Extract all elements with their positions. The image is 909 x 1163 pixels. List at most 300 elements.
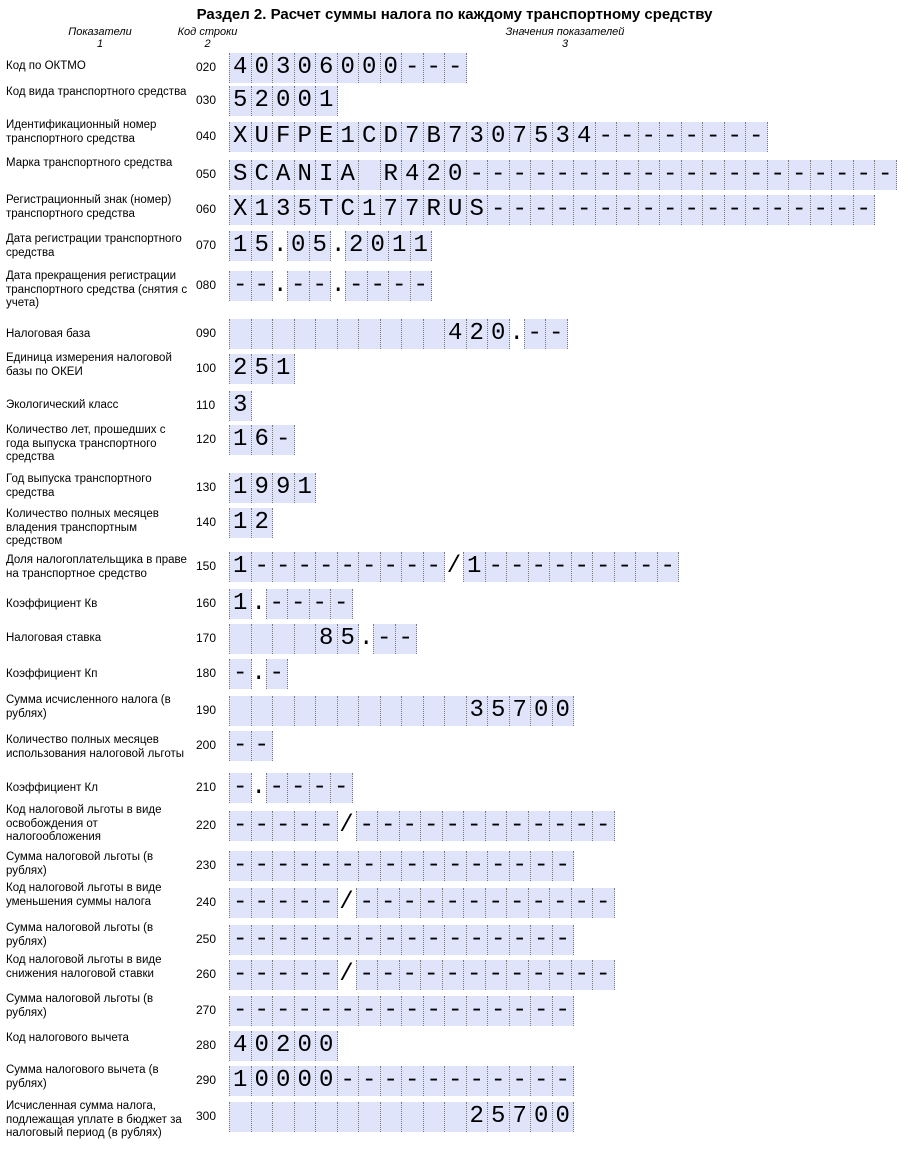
char-cell: U bbox=[445, 195, 467, 225]
char-cell: 3 bbox=[230, 391, 252, 421]
char-cell bbox=[230, 1102, 252, 1132]
line-code-020: 020 bbox=[196, 60, 217, 74]
char-cell: - bbox=[424, 552, 446, 582]
char-cell: - bbox=[617, 195, 639, 225]
char-cell: - bbox=[295, 811, 317, 841]
decimal-separator: . bbox=[251, 774, 266, 801]
char-cell: - bbox=[510, 996, 532, 1026]
line-code-190: 190 bbox=[196, 703, 217, 717]
value-field-110[interactable] bbox=[229, 391, 252, 421]
char-cell: - bbox=[316, 851, 338, 881]
char-cell: - bbox=[424, 851, 446, 881]
char-cell: - bbox=[488, 160, 510, 190]
value-group bbox=[373, 624, 417, 654]
char-cell bbox=[338, 1102, 360, 1132]
char-cell: - bbox=[486, 888, 508, 918]
char-cell: - bbox=[510, 160, 532, 190]
value-field-060[interactable] bbox=[229, 195, 875, 225]
value-field-270[interactable] bbox=[229, 996, 574, 1026]
char-cell: - bbox=[310, 773, 332, 803]
char-cell bbox=[273, 696, 295, 726]
fraction-separator: / bbox=[339, 889, 354, 916]
char-cell: P bbox=[295, 122, 317, 152]
char-cell: - bbox=[338, 925, 360, 955]
value-group bbox=[229, 731, 273, 761]
char-cell: - bbox=[550, 811, 572, 841]
indicator-label-070: Дата регистрации транспортного средства bbox=[6, 233, 182, 259]
line-code-130: 130 bbox=[196, 480, 217, 494]
char-cell: 0 bbox=[295, 1066, 317, 1096]
indicator-label-100: Единица измерения налоговой базы по ОКЕИ bbox=[6, 352, 172, 378]
char-cell: 6 bbox=[316, 53, 338, 83]
line-code-240: 240 bbox=[196, 895, 217, 909]
decimal-separator: . bbox=[359, 625, 374, 652]
char-cell: - bbox=[252, 552, 274, 582]
char-cell: - bbox=[488, 195, 510, 225]
value-field-030[interactable] bbox=[229, 86, 338, 116]
value-group bbox=[229, 1031, 338, 1061]
char-cell bbox=[424, 319, 446, 349]
char-cell bbox=[252, 1102, 274, 1132]
char-cell: - bbox=[346, 271, 368, 301]
decimal-separator: . bbox=[251, 660, 266, 687]
char-cell bbox=[316, 696, 338, 726]
indicator-label-210: Коэффициент Кл bbox=[6, 782, 98, 794]
char-cell: - bbox=[288, 773, 310, 803]
char-cell: - bbox=[273, 552, 295, 582]
char-cell: 0 bbox=[273, 86, 295, 116]
char-cell: 0 bbox=[553, 1102, 575, 1132]
char-cell: 4 bbox=[445, 319, 467, 349]
char-cell: - bbox=[230, 731, 252, 761]
char-cell: 0 bbox=[316, 1066, 338, 1096]
char-cell: - bbox=[378, 960, 400, 990]
value-group bbox=[229, 552, 445, 582]
char-cell: 2 bbox=[252, 86, 274, 116]
char-cell: S bbox=[230, 160, 252, 190]
char-cell bbox=[359, 319, 381, 349]
decimal-separator: . bbox=[273, 232, 288, 259]
char-cell: 4 bbox=[574, 122, 596, 152]
char-cell: 0 bbox=[381, 53, 403, 83]
char-cell: T bbox=[316, 195, 338, 225]
char-cell bbox=[445, 696, 467, 726]
char-cell: - bbox=[682, 122, 704, 152]
char-cell bbox=[402, 1102, 424, 1132]
char-cell: - bbox=[553, 160, 575, 190]
value-group bbox=[229, 773, 252, 803]
char-cell: - bbox=[402, 996, 424, 1026]
value-group bbox=[229, 508, 273, 538]
value-field-210[interactable] bbox=[229, 773, 353, 803]
value-field-170[interactable] bbox=[229, 624, 417, 654]
char-cell: - bbox=[252, 925, 274, 955]
char-cell: - bbox=[273, 925, 295, 955]
char-cell: - bbox=[572, 552, 594, 582]
column-header-values bbox=[460, 26, 670, 50]
decimal-separator: . bbox=[251, 590, 266, 617]
column-header-values-number: 3 bbox=[561, 38, 569, 50]
char-cell: - bbox=[252, 731, 274, 761]
value-group bbox=[229, 996, 574, 1026]
char-cell: - bbox=[617, 160, 639, 190]
char-cell: - bbox=[811, 160, 833, 190]
value-field-160[interactable] bbox=[229, 589, 353, 619]
char-cell: 1 bbox=[230, 508, 252, 538]
indicator-label-300: Исчисленная сумма налога, подлежащая уплате в бюджет за налоговый период (в рублях) bbox=[6, 1100, 182, 1139]
value-field-300[interactable] bbox=[229, 1102, 574, 1132]
char-cell: - bbox=[357, 888, 379, 918]
char-cell: - bbox=[331, 589, 353, 619]
char-cell: - bbox=[288, 589, 310, 619]
char-cell: - bbox=[316, 811, 338, 841]
value-field-140[interactable] bbox=[229, 508, 273, 538]
char-cell bbox=[252, 319, 274, 349]
char-cell bbox=[402, 696, 424, 726]
decimal-separator: . bbox=[331, 272, 346, 299]
char-cell bbox=[273, 1102, 295, 1132]
char-cell: - bbox=[402, 552, 424, 582]
char-cell: - bbox=[424, 925, 446, 955]
value-group bbox=[229, 354, 295, 384]
char-cell: 4 bbox=[230, 53, 252, 83]
value-field-100[interactable] bbox=[229, 354, 295, 384]
indicator-label-170: Налоговая ставка bbox=[6, 632, 102, 644]
char-cell bbox=[316, 319, 338, 349]
value-group bbox=[266, 659, 289, 689]
indicator-label-050: Марка транспортного средства bbox=[6, 157, 173, 169]
char-cell: - bbox=[811, 195, 833, 225]
indicator-label-260: Код налоговой льготы в виде снижения налоговой ставки bbox=[6, 954, 162, 980]
char-cell: X bbox=[230, 195, 252, 225]
char-cell: 3 bbox=[467, 122, 489, 152]
line-code-260: 260 bbox=[196, 967, 217, 981]
char-cell: - bbox=[660, 122, 682, 152]
char-cell: - bbox=[703, 160, 725, 190]
char-cell: - bbox=[316, 925, 338, 955]
char-cell: - bbox=[529, 552, 551, 582]
char-cell: - bbox=[288, 271, 310, 301]
value-group bbox=[266, 589, 353, 619]
char-cell bbox=[445, 1102, 467, 1132]
char-cell: - bbox=[617, 122, 639, 152]
value-field-020[interactable] bbox=[229, 53, 467, 83]
char-cell: - bbox=[789, 160, 811, 190]
value-field-200[interactable] bbox=[229, 731, 273, 761]
char-cell: 9 bbox=[273, 473, 295, 503]
char-cell: - bbox=[488, 925, 510, 955]
char-cell: E bbox=[316, 122, 338, 152]
char-cell: - bbox=[295, 888, 317, 918]
char-cell: 7 bbox=[402, 195, 424, 225]
char-cell: - bbox=[445, 851, 467, 881]
column-header-indicators-number: 1 bbox=[96, 38, 104, 50]
char-cell: - bbox=[531, 195, 553, 225]
char-cell: - bbox=[660, 160, 682, 190]
column-header-indicators-name: Показатели bbox=[68, 26, 132, 38]
decimal-separator: . bbox=[273, 272, 288, 299]
char-cell: 1 bbox=[464, 552, 486, 582]
char-cell: - bbox=[443, 888, 465, 918]
char-cell: 5 bbox=[252, 354, 274, 384]
value-group bbox=[229, 391, 252, 421]
indicator-label-290: Сумма налогового вычета (в рублях) bbox=[6, 1064, 159, 1090]
line-code-030: 030 bbox=[196, 93, 217, 107]
char-cell: - bbox=[593, 888, 615, 918]
value-group bbox=[463, 552, 679, 582]
value-group bbox=[345, 271, 432, 301]
char-cell: S bbox=[467, 195, 489, 225]
value-field-230[interactable] bbox=[229, 851, 574, 881]
indicator-label-240: Код налоговой льготы в виде уменьшения суммы налога bbox=[6, 882, 162, 908]
value-group bbox=[229, 122, 768, 152]
char-cell: C bbox=[338, 195, 360, 225]
char-cell: - bbox=[230, 960, 252, 990]
char-cell: - bbox=[445, 1066, 467, 1096]
value-group bbox=[229, 960, 338, 990]
value-field-120[interactable] bbox=[229, 425, 295, 455]
value-field-090[interactable] bbox=[229, 319, 568, 349]
char-cell: - bbox=[230, 851, 252, 881]
char-cell: - bbox=[252, 960, 274, 990]
char-cell: A bbox=[338, 160, 360, 190]
char-cell bbox=[381, 696, 403, 726]
char-cell: - bbox=[378, 811, 400, 841]
char-cell: F bbox=[273, 122, 295, 152]
char-cell: - bbox=[368, 271, 390, 301]
value-field-260[interactable] bbox=[229, 960, 615, 990]
char-cell: - bbox=[331, 773, 353, 803]
char-cell: - bbox=[553, 195, 575, 225]
value-group bbox=[266, 773, 353, 803]
char-cell: - bbox=[488, 1066, 510, 1096]
char-cell: 0 bbox=[553, 696, 575, 726]
line-code-150: 150 bbox=[196, 559, 217, 573]
char-cell: - bbox=[550, 888, 572, 918]
char-cell: - bbox=[295, 996, 317, 1026]
char-cell: 1 bbox=[338, 122, 360, 152]
value-group bbox=[287, 271, 331, 301]
line-code-050: 050 bbox=[196, 167, 217, 181]
indicator-label-230: Сумма налоговой льготы (в рублях) bbox=[6, 851, 154, 877]
value-field-050[interactable] bbox=[229, 160, 897, 190]
value-field-150[interactable] bbox=[229, 552, 679, 582]
line-code-070: 070 bbox=[196, 238, 217, 252]
char-cell: - bbox=[703, 195, 725, 225]
indicator-label-110: Экологический класс bbox=[6, 399, 119, 411]
char-cell bbox=[230, 624, 252, 654]
value-group bbox=[229, 888, 338, 918]
line-code-210: 210 bbox=[196, 780, 217, 794]
char-cell: 0 bbox=[252, 1066, 274, 1096]
char-cell: - bbox=[639, 195, 661, 225]
char-cell: - bbox=[572, 811, 594, 841]
char-cell: - bbox=[832, 160, 854, 190]
char-cell: - bbox=[725, 195, 747, 225]
char-cell: - bbox=[546, 319, 568, 349]
column-header-indicators bbox=[40, 26, 160, 50]
char-cell: 1 bbox=[359, 195, 381, 225]
line-code-290: 290 bbox=[196, 1073, 217, 1087]
value-field-250[interactable] bbox=[229, 925, 574, 955]
char-cell: - bbox=[273, 811, 295, 841]
value-group bbox=[229, 195, 875, 225]
char-cell: - bbox=[424, 996, 446, 1026]
value-group bbox=[229, 1066, 574, 1096]
line-code-040: 040 bbox=[196, 129, 217, 143]
value-field-070[interactable] bbox=[229, 231, 432, 261]
char-cell: - bbox=[230, 888, 252, 918]
char-cell: 5 bbox=[488, 1102, 510, 1132]
char-cell: - bbox=[572, 960, 594, 990]
line-code-060: 060 bbox=[196, 202, 217, 216]
char-cell: - bbox=[381, 996, 403, 1026]
char-cell: - bbox=[636, 552, 658, 582]
char-cell: - bbox=[400, 888, 422, 918]
char-cell: - bbox=[273, 425, 295, 455]
char-cell: 5 bbox=[230, 86, 252, 116]
char-cell: 5 bbox=[488, 696, 510, 726]
indicator-label-080: Дата прекращения регистрации транспортного средства (снятия с учета) bbox=[6, 270, 188, 309]
char-cell: - bbox=[486, 552, 508, 582]
char-cell: X bbox=[230, 122, 252, 152]
indicator-label-190: Сумма исчисленного налога (в рублях) bbox=[6, 694, 171, 720]
char-cell: - bbox=[445, 925, 467, 955]
char-cell: - bbox=[230, 773, 252, 803]
value-group bbox=[229, 811, 338, 841]
char-cell: - bbox=[854, 160, 876, 190]
char-cell: 3 bbox=[467, 696, 489, 726]
char-cell: - bbox=[402, 53, 424, 83]
char-cell: - bbox=[402, 851, 424, 881]
char-cell: - bbox=[639, 160, 661, 190]
value-field-220[interactable] bbox=[229, 811, 615, 841]
char-cell bbox=[338, 319, 360, 349]
char-cell: - bbox=[230, 996, 252, 1026]
char-cell: - bbox=[230, 925, 252, 955]
char-cell: - bbox=[252, 811, 274, 841]
char-cell: - bbox=[553, 996, 575, 1026]
value-field-130[interactable] bbox=[229, 473, 316, 503]
char-cell: - bbox=[553, 851, 575, 881]
char-cell: 7 bbox=[381, 195, 403, 225]
char-cell: - bbox=[445, 53, 467, 83]
indicator-label-250: Сумма налоговой льготы (в рублях) bbox=[6, 922, 154, 948]
value-group bbox=[229, 160, 897, 190]
char-cell: 2 bbox=[346, 231, 368, 261]
value-group bbox=[287, 231, 331, 261]
char-cell: - bbox=[443, 811, 465, 841]
char-cell: 1 bbox=[252, 195, 274, 225]
char-cell: 0 bbox=[252, 1031, 274, 1061]
char-cell: 3 bbox=[553, 122, 575, 152]
value-group bbox=[229, 473, 316, 503]
value-group bbox=[229, 925, 574, 955]
char-cell: - bbox=[402, 925, 424, 955]
line-code-140: 140 bbox=[196, 515, 217, 529]
char-cell: - bbox=[338, 552, 360, 582]
char-cell: - bbox=[725, 122, 747, 152]
value-group bbox=[356, 888, 615, 918]
char-cell: - bbox=[467, 925, 489, 955]
value-group bbox=[229, 425, 295, 455]
line-code-090: 090 bbox=[196, 326, 217, 340]
line-code-230: 230 bbox=[196, 858, 217, 872]
char-cell bbox=[381, 1102, 403, 1132]
char-cell: - bbox=[832, 195, 854, 225]
char-cell: - bbox=[400, 960, 422, 990]
char-cell: - bbox=[467, 996, 489, 1026]
char-cell bbox=[316, 1102, 338, 1132]
value-field-180[interactable] bbox=[229, 659, 288, 689]
char-cell: 9 bbox=[252, 473, 274, 503]
char-cell: 2 bbox=[467, 319, 489, 349]
char-cell bbox=[359, 160, 381, 190]
char-cell bbox=[381, 319, 403, 349]
char-cell: 1 bbox=[411, 231, 433, 261]
char-cell: - bbox=[445, 996, 467, 1026]
value-group bbox=[229, 624, 359, 654]
char-cell: 0 bbox=[488, 122, 510, 152]
char-cell: 7 bbox=[510, 696, 532, 726]
char-cell: - bbox=[230, 811, 252, 841]
char-cell: - bbox=[295, 552, 317, 582]
char-cell: 0 bbox=[445, 160, 467, 190]
char-cell: A bbox=[273, 160, 295, 190]
value-field-290[interactable] bbox=[229, 1066, 574, 1096]
char-cell: - bbox=[295, 851, 317, 881]
indicator-label-060: Регистрационный знак (номер) транспортного средства bbox=[6, 194, 172, 220]
char-cell: 1 bbox=[273, 354, 295, 384]
char-cell: - bbox=[267, 773, 289, 803]
char-cell: - bbox=[507, 960, 529, 990]
line-code-300: 300 bbox=[196, 1109, 217, 1123]
char-cell: - bbox=[359, 1066, 381, 1096]
value-field-240[interactable] bbox=[229, 888, 615, 918]
value-field-080[interactable] bbox=[229, 271, 432, 301]
char-cell: - bbox=[230, 271, 252, 301]
value-field-040[interactable] bbox=[229, 122, 768, 152]
indicator-label-090: Налоговая база bbox=[6, 328, 91, 340]
char-cell: 0 bbox=[295, 86, 317, 116]
char-cell: - bbox=[682, 160, 704, 190]
column-header-line-code bbox=[160, 26, 255, 50]
char-cell bbox=[424, 696, 446, 726]
char-cell: - bbox=[273, 960, 295, 990]
char-cell: B bbox=[424, 122, 446, 152]
char-cell: - bbox=[531, 160, 553, 190]
char-cell: - bbox=[424, 53, 446, 83]
char-cell: D bbox=[381, 122, 403, 152]
char-cell: - bbox=[529, 811, 551, 841]
char-cell: 1 bbox=[295, 473, 317, 503]
char-cell: - bbox=[596, 122, 618, 152]
char-cell: R bbox=[381, 160, 403, 190]
char-cell: - bbox=[510, 195, 532, 225]
decimal-separator: . bbox=[331, 232, 346, 259]
char-cell: 8 bbox=[316, 624, 338, 654]
value-field-190[interactable] bbox=[229, 696, 574, 726]
char-cell: - bbox=[316, 960, 338, 990]
char-cell: - bbox=[230, 659, 252, 689]
line-code-170: 170 bbox=[196, 631, 217, 645]
value-field-280[interactable] bbox=[229, 1031, 338, 1061]
char-cell: - bbox=[596, 160, 618, 190]
char-cell: - bbox=[252, 996, 274, 1026]
column-header-line-code-name: Код строки bbox=[177, 26, 238, 38]
char-cell: - bbox=[381, 552, 403, 582]
char-cell: 2 bbox=[424, 160, 446, 190]
